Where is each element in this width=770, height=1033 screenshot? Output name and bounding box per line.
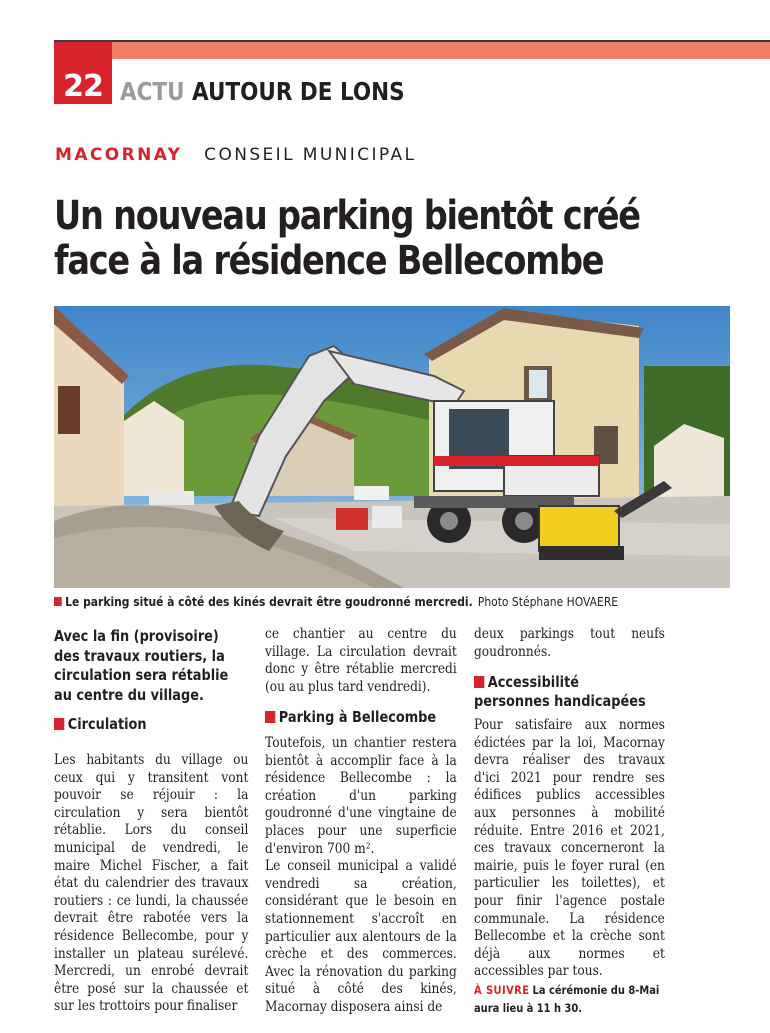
- subheading-text: Circulation: [67, 715, 147, 733]
- paragraph: Pour satisfaire aux normes édictées par la loi, Macornay devra réaliser des travaux d'ici 2021 pour rendre ses édifices publics accessibles aux personnes à mobilité réduite. Entre 2016 et 2021, ces travaux concerneront la mairie, puis le foyer rural (en particulier les toilettes), et pour finir l'agence postale communale. La résidence Bellecombe et la crèche sont déjà aux normes et accessibles par tous.: [474, 717, 665, 980]
- subheading-text-line-2: personnes handicapées: [474, 692, 646, 710]
- rubric-title: AUTOUR DE LONS: [192, 77, 405, 106]
- subheading-text-line-1: Accessibilité: [487, 673, 579, 691]
- header-color-band: [112, 42, 770, 59]
- article-headline: [54, 194, 640, 284]
- caption-text: Le parking situé à côté des kinés devrait être goudronné mercredi.: [65, 594, 473, 609]
- article-lead: Avec la fin (provisoire) des travaux routiers, la circulation sera rétablie au centre du village.: [54, 627, 229, 704]
- subheading-accessibilite: [474, 673, 646, 711]
- a-suivre-label: À SUIVRE: [474, 983, 530, 997]
- a-suivre-text: La cérémonie du 8-Mai aura lieu à 11 h 30.: [474, 983, 660, 1015]
- subheading-square-icon: [474, 676, 484, 688]
- excavator-scene-illustration: [54, 306, 730, 588]
- rubric-prefix: ACTU: [120, 77, 185, 106]
- headline-line-2: face à la résidence Bellecombe: [54, 238, 604, 284]
- subheading-square-icon: [54, 718, 64, 730]
- article-photo: [54, 306, 730, 588]
- photo-credit: Photo Stéphane HOVAERE: [477, 594, 619, 609]
- column-3-body-continued: [474, 717, 696, 981]
- subheading-square-icon: [265, 711, 275, 723]
- subheading-parking: [265, 708, 436, 727]
- paragraph: ce chantier au centre du village. La circulation devrait donc y être rétablie mercredi (ou au plus tard vendredi).: [265, 626, 457, 695]
- kicker-topic: CONSEIL MUNICIPAL: [204, 145, 417, 165]
- section-rubric: [120, 78, 405, 106]
- subheading-circulation: [54, 715, 147, 734]
- subheading-text: Parking à Bellecombe: [278, 708, 437, 726]
- a-suivre-note: [474, 981, 682, 1017]
- column-3-body: [474, 626, 696, 661]
- kicker-place: MACORNAY: [55, 145, 183, 165]
- page-number: 22: [63, 69, 103, 104]
- column-2-body: [265, 626, 488, 696]
- paragraph: Les habitants du village ou ceux qui y transitent vont pouvoir se réjouir : la circulation y sera bientôt rétablie. Lors du conseil municipal de vendredi, le maire Michel Fischer, a fait état du calendrier des travaux routiers : ce lundi, la chaussée devrait être rabotée vers la résidence Bellecombe, pour y installer un plateau surélevé. Mercredi, un enrobé devrait être posé sur la chaussée et sur les trottoirs pour finaliser: [54, 752, 249, 1015]
- paragraph: Le conseil municipal a validé vendredi sa création, considérant que le besoin en stationnement s'accroît en particulier aux alentours de la crèche et des commerces. Avec la rénovation du parking situé à côté des kinés, Macornay disposera ainsi de: [265, 858, 457, 1015]
- caption-square-icon: [54, 597, 62, 606]
- column-1-body: [54, 752, 280, 1016]
- article-kicker: [55, 145, 416, 165]
- column-2-body-continued: [265, 735, 488, 1017]
- photo-caption: [54, 594, 618, 610]
- paragraph: deux parkings tout neufs goudronnés.: [474, 626, 665, 660]
- paragraph: Toutefois, un chantier restera bientôt à accomplir face à la résidence Bellecombe : la création d'un parking goudronné d'une vingtaine de places pour une superficie d'environ 700 m².: [265, 735, 457, 857]
- headline-line-1: Un nouveau parking bientôt créé: [54, 193, 640, 239]
